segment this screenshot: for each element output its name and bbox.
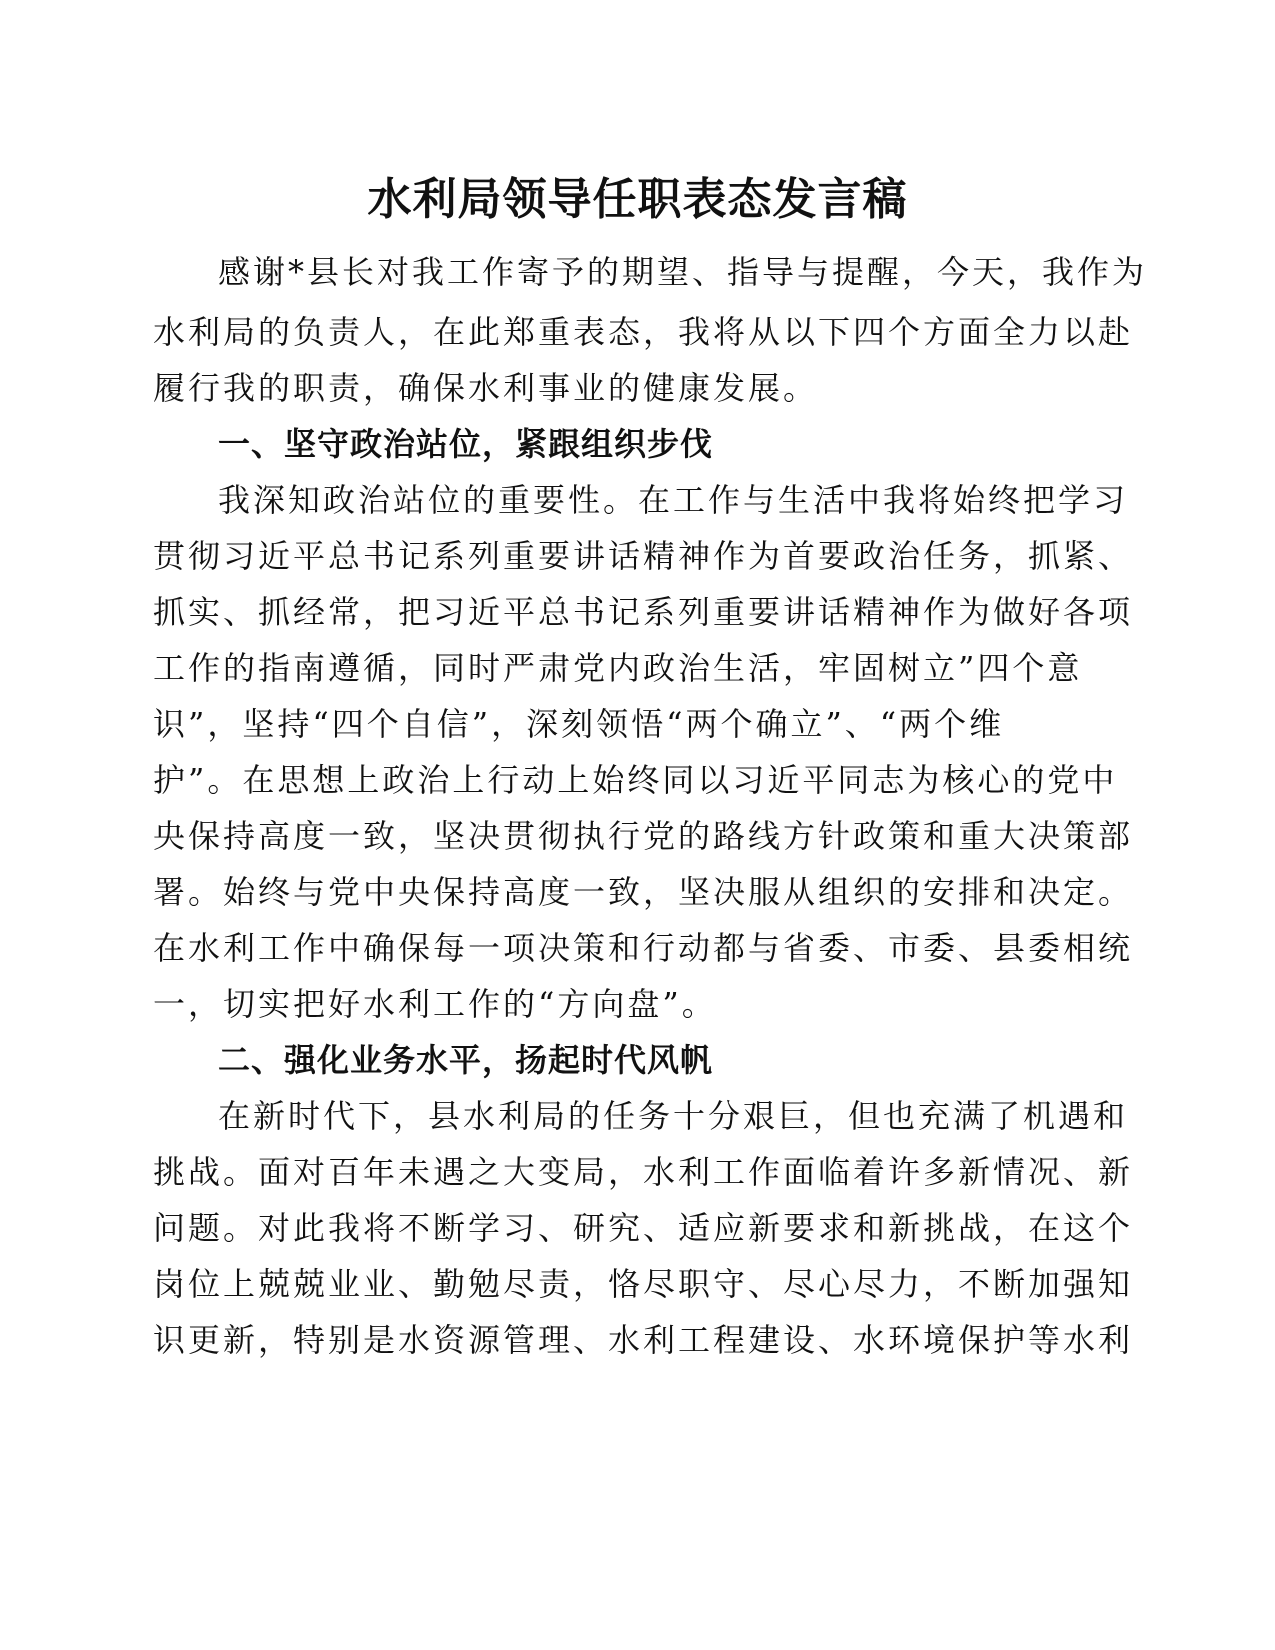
- text-line: 识更新，特别是水资源管理、水利工程建设、水环境保护等水利: [153, 1321, 1134, 1359]
- text-line: 识”，坚持“四个自信”，深刻领悟“两个确立”、“两个维: [153, 705, 1005, 743]
- text-line: 履行我的职责，确保水利事业的健康发展。: [153, 369, 819, 407]
- text-line: 央保持高度一致，坚决贯彻执行党的路线方针政策和重大决策部: [153, 817, 1134, 855]
- text-line: 水利局的负责人，在此郑重表态，我将从以下四个方面全力以赴: [153, 313, 1134, 351]
- text-line: 护”。在思想上政治上行动上始终同以习近平同志为核心的党中: [153, 761, 1118, 799]
- section-heading-1: 一、坚守政治站位，紧跟组织步伐: [218, 425, 714, 463]
- text-line: 岗位上兢兢业业、勤勉尽责，恪尽职守、尽心尽力，不断加强知: [153, 1265, 1134, 1303]
- text-line: 工作的指南遵循，同时严肃党内政治生活，牢固树立”四个意: [153, 649, 1083, 687]
- text-line: 一，切实把好水利工作的“方向盘”。: [153, 985, 717, 1023]
- text-line: 署。始终与党中央保持高度一致，坚决服从组织的安排和决定。: [153, 873, 1134, 911]
- text-line: 抓实、抓经常，把习近平总书记系列重要讲话精神作为做好各项: [153, 593, 1134, 631]
- text-line: 挑战。面对百年未遇之大变局，水利工作面临着许多新情况、新: [153, 1153, 1134, 1191]
- text-line: 在水利工作中确保每一项决策和行动都与省委、市委、县委相统: [153, 929, 1134, 967]
- text-line: 贯彻习近平总书记系列重要讲话精神作为首要政治任务，抓紧、: [153, 537, 1134, 575]
- section-heading-2: 二、强化业务水平，扬起时代风帆: [218, 1041, 714, 1079]
- document-title: 水利局领导任职表态发言稿: [367, 174, 908, 225]
- text-line: 问题。对此我将不断学习、研究、适应新要求和新挑战，在这个: [153, 1209, 1134, 1247]
- text-line: 我深知政治站位的重要性。在工作与生活中我将始终把学习: [218, 481, 1129, 519]
- text-line: 在新时代下，县水利局的任务十分艰巨，但也充满了机遇和: [218, 1097, 1129, 1135]
- text-line: 感谢*县长对我工作寄予的期望、指导与提醒，今天，我作为: [218, 253, 1148, 291]
